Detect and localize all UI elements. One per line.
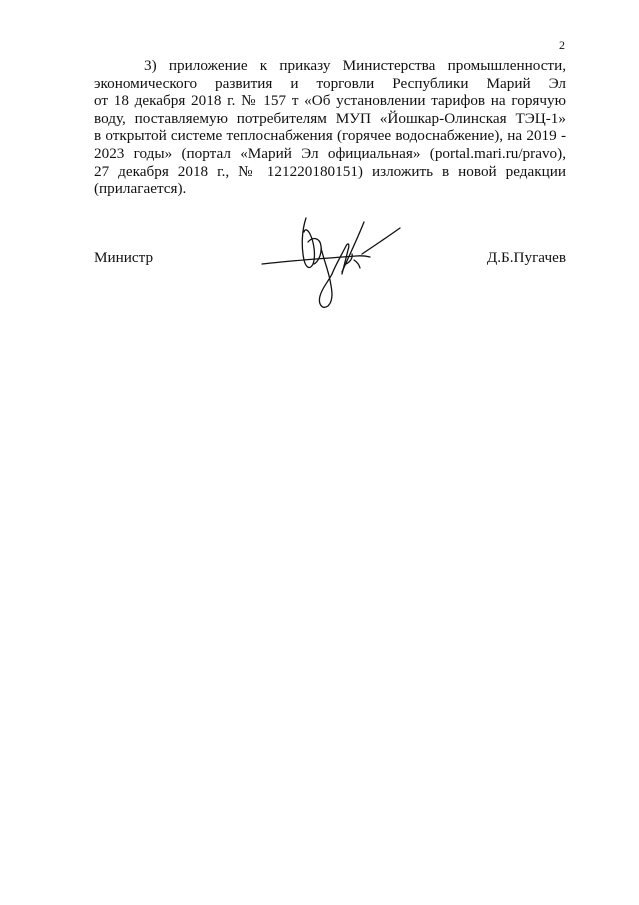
amendment-paragraph (94, 57, 566, 198)
paragraph-line: от 18 декабря 2018 г. № 157 т «Об установлении тарифов на горячую (94, 92, 566, 110)
signer-name: Д.Б.Пугачев (486, 249, 566, 266)
paragraph-line: 3) приложение к приказу Министерства промышленности, (144, 57, 566, 74)
page-number: 2 (559, 38, 565, 52)
paragraph-line: 27 декабря 2018 г., № 121220180151) изложить в новой редакции (94, 162, 566, 180)
paragraph-line: 2023 годы» (портал «Марий Эл официальная» (portal.mari.ru/pravo), (94, 144, 566, 162)
paragraph-line: воду, поставляемую потребителям МУП «Йошкар-Олинская ТЭЦ-1» (94, 109, 566, 127)
paragraph-line: в открытой системе теплоснабжения (горячее водоснабжение), на 2019 - (94, 127, 566, 145)
position-title: Министр (94, 249, 154, 266)
paragraph-line: (прилагается). (94, 180, 187, 198)
paragraph-line: экономического развития и торговли Республики Марий Эл (94, 74, 566, 92)
handwritten-signature (258, 212, 408, 312)
